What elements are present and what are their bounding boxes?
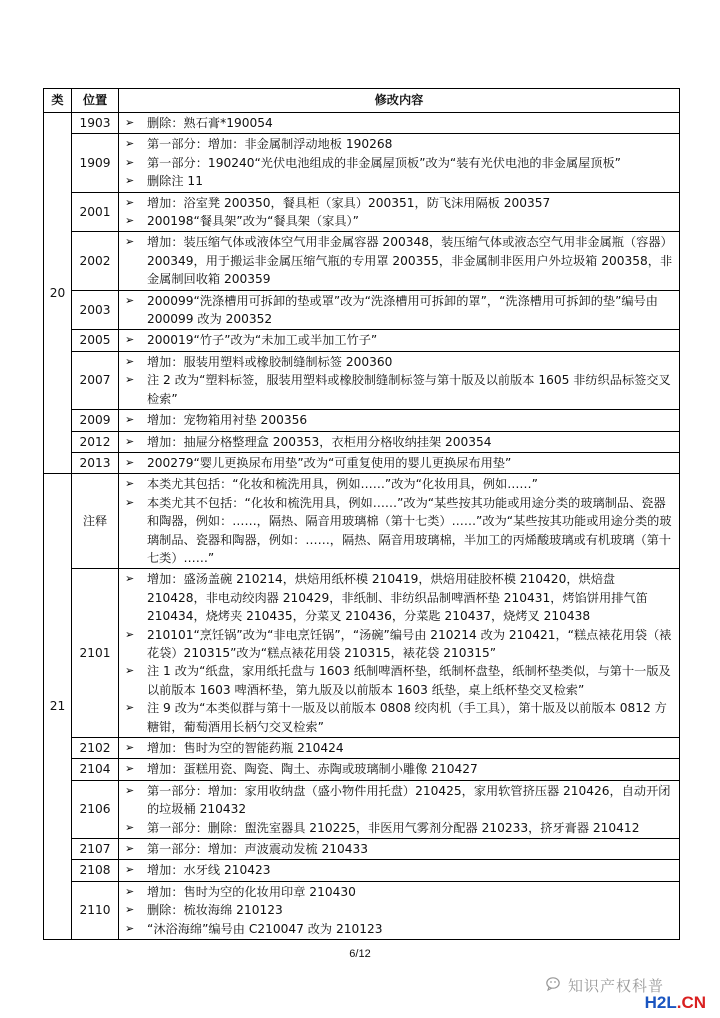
bullet-arrow-icon: ➢ xyxy=(125,434,135,448)
content-cell xyxy=(119,759,680,780)
table-row xyxy=(44,569,680,738)
table-header-row xyxy=(44,89,680,113)
content-cell xyxy=(119,839,680,860)
item-text: 增加：蛋糕用瓷、陶瓷、陶土、赤陶或玻璃制小雕像 210427 xyxy=(147,762,478,777)
page-number: 6/12 xyxy=(349,948,371,960)
list-item xyxy=(125,233,673,288)
content-cell xyxy=(119,452,680,473)
item-text: 200279“婴儿更换尿布用垫”改为“可重复使用的婴儿更换尿布用垫” xyxy=(147,455,512,470)
item-text: 删除：熟石膏*190054 xyxy=(147,116,273,130)
position-cell: 2106 xyxy=(72,780,119,838)
item-text: 第一部分：190240“光伏电池组成的非金属屋顶板”改为“装有光伏电池的非金属屋顶板” xyxy=(147,155,621,170)
content-cell xyxy=(119,290,680,330)
content-cell xyxy=(119,192,680,232)
table-row xyxy=(44,410,680,431)
bullet-arrow-icon: ➢ xyxy=(125,373,135,387)
content-cell xyxy=(119,232,680,290)
table-row xyxy=(44,452,680,473)
bullet-arrow-icon: ➢ xyxy=(125,235,135,249)
item-text: 第一部分：增加：家用收纳盘（盛小物件用托盘）210425，家用软管挤压器 210426，自动开闭的垃圾桶 210432 xyxy=(147,783,671,817)
item-text: 200099“洗涤槽用可拆卸的垫或罩”改为“洗涤槽用可拆卸的罩”，“洗涤槽用可拆卸的垫”编号由 200099 改为 200352 xyxy=(147,293,658,327)
position-cell: 2102 xyxy=(72,738,119,759)
item-text: 增加：盛汤盖碗 210214，烘焙用纸杯模 210419，烘焙用硅胶杯模 210420，烘焙盘 210428，非电动绞肉器 210429，非纸制、非纺织品制啤酒杯垫 210431，烤馅饼用排气笛 210434，烧烤夹 210435，分菜叉 210436，分菜匙 210437，烧烤叉 210438 xyxy=(147,572,648,624)
bullet-arrow-icon: ➢ xyxy=(125,155,135,169)
class-cell: 20 xyxy=(44,113,72,474)
table-row xyxy=(44,351,680,409)
content-cell xyxy=(119,881,680,939)
table-row xyxy=(44,330,680,351)
item-text: 注 1 改为“纸盘，家用纸托盘与 1603 纸制啤酒杯垫，纸制杯盘垫，纸制杯垫类似，与第十一版及以前版本 1603 啤酒杯垫，第九版及以前版本 1603 纸垫，桌上纸杯垫交叉检索” xyxy=(147,664,671,697)
bullet-arrow-icon: ➢ xyxy=(125,293,135,307)
bullet-arrow-icon: ➢ xyxy=(125,783,135,797)
item-text: 增加：浴室凳 200350，餐具柜（家具）200351，防飞沫用隔板 200357 xyxy=(147,195,551,210)
list-item xyxy=(125,883,673,901)
list-item xyxy=(125,901,673,919)
item-text: 增加：宠物箱用衬垫 200356 xyxy=(147,413,308,428)
bullet-arrow-icon: ➢ xyxy=(125,495,135,509)
table-row xyxy=(44,192,680,232)
position-cell: 2002 xyxy=(72,232,119,290)
item-text: 第一部分：增加：非金属制浮动地板 190268 xyxy=(147,137,393,152)
list-item xyxy=(125,114,673,132)
list-item xyxy=(125,371,673,408)
bullet-arrow-icon: ➢ xyxy=(125,195,135,209)
table-row xyxy=(44,780,680,838)
bullet-arrow-icon: ➢ xyxy=(125,137,135,151)
table-row xyxy=(44,881,680,939)
content-cell xyxy=(119,134,680,192)
wechat-icon xyxy=(546,976,564,992)
list-item xyxy=(125,154,673,172)
item-text: 增加：售时为空的化妆用印章 210430 xyxy=(147,884,356,899)
table-row xyxy=(44,738,680,759)
item-text: 200198“餐具架”改为“餐具架（家具）” xyxy=(147,214,359,229)
header-position: 位置 xyxy=(72,89,119,113)
position-cell: 2013 xyxy=(72,452,119,473)
position-cell: 2101 xyxy=(72,569,119,738)
bullet-arrow-icon: ➢ xyxy=(125,572,135,586)
list-item xyxy=(125,861,673,879)
header-content: 修改内容 xyxy=(119,89,680,113)
item-text: 注 9 改为“本类似群与第十一版及以前版本 0808 绞肉机（手工具），第十版及以前版本 0812 方糖钳，葡萄酒用长柄勺交叉检索” xyxy=(147,701,667,734)
position-cell: 2005 xyxy=(72,330,119,351)
position-cell: 2007 xyxy=(72,351,119,409)
position-cell: 1909 xyxy=(72,134,119,192)
content-cell xyxy=(119,113,680,134)
table-row xyxy=(44,134,680,192)
item-text: 注 2 改为“塑料标签，服装用塑料或橡胶制缝制标签与第十版及以前版本 1605 非纺织品标签交叉检索” xyxy=(147,373,671,406)
item-text: 增加：装压缩气体或液体空气用非金属容器 200348，装压缩气体或液态空气用非金属瓶（容器）200349，用于搬运非金属压缩气瓶的专用罩 200355，非金属制非医用户外垃圾箱 200358，非金属制回收箱 200359 xyxy=(147,235,673,287)
position-cell: 2009 xyxy=(72,410,119,431)
list-item xyxy=(125,454,673,472)
list-item xyxy=(125,135,673,153)
position-cell: 2003 xyxy=(72,290,119,330)
bullet-arrow-icon: ➢ xyxy=(125,664,135,678)
table-body xyxy=(44,113,680,940)
list-item xyxy=(125,172,673,190)
content-cell xyxy=(119,474,680,569)
item-text: 200019“竹子”改为“未加工或半加工竹子” xyxy=(147,333,378,348)
h2l-logo xyxy=(645,993,706,1013)
modification-table xyxy=(43,88,680,940)
list-item xyxy=(125,353,673,371)
position-cell: 2104 xyxy=(72,759,119,780)
logo-suffix: .CN xyxy=(676,993,706,1012)
bullet-arrow-icon: ➢ xyxy=(125,863,135,877)
position-cell: 2108 xyxy=(72,860,119,881)
item-text: 增加：服装用塑料或橡胶制缝制标签 200360 xyxy=(147,354,393,369)
item-text: 第一部分：增加：声波震动发梳 210433 xyxy=(147,842,369,857)
table-row xyxy=(44,290,680,330)
list-item xyxy=(125,626,673,663)
position-cell: 2012 xyxy=(72,431,119,452)
table-row xyxy=(44,431,680,452)
list-item xyxy=(125,819,673,837)
table-row xyxy=(44,860,680,881)
bullet-arrow-icon: ➢ xyxy=(125,762,135,776)
list-item xyxy=(125,494,673,568)
table-row xyxy=(44,474,680,569)
item-text: 增加：抽屉分格整理盒 200353，衣柜用分格收纳挂架 200354 xyxy=(147,434,492,449)
item-text: 删除：梳妆海绵 210123 xyxy=(147,903,283,918)
watermark xyxy=(546,973,706,1013)
class-cell: 21 xyxy=(44,474,72,940)
position-cell: 2001 xyxy=(72,192,119,232)
bullet-arrow-icon: ➢ xyxy=(125,884,135,898)
position-cell: 2110 xyxy=(72,881,119,939)
bullet-arrow-icon: ➢ xyxy=(125,741,135,754)
bullet-arrow-icon: ➢ xyxy=(125,627,135,641)
table-row xyxy=(44,232,680,290)
bullet-arrow-icon: ➢ xyxy=(125,455,135,469)
item-text: 本类尤其不包括：“化妆和梳洗用具，例如……”改为“某些按其功能或用途分类的玻璃制品、瓷器和陶器，例如：……，隔热、隔音用玻璃棉（第十七类）……”改为“某些按其功能或用途分类的玻璃制品、瓷器和陶器，例如：……，隔热、隔音用玻璃棉，半加工的丙烯酸玻璃或有机玻璃（第十七类）……” xyxy=(147,495,672,565)
header-class: 类 xyxy=(44,89,72,113)
list-item xyxy=(125,212,673,230)
bullet-arrow-icon: ➢ xyxy=(125,354,135,368)
watermark-channel-text: 知识产权科普 xyxy=(568,977,665,995)
bullet-arrow-icon: ➢ xyxy=(125,477,135,491)
content-cell xyxy=(119,738,680,759)
content-cell xyxy=(119,410,680,431)
content-cell xyxy=(119,431,680,452)
bullet-arrow-icon: ➢ xyxy=(125,903,135,917)
item-text: 本类尤其包括：“化妆和梳洗用具，例如……”改为“化妆用具，例如……” xyxy=(147,477,538,492)
list-item xyxy=(125,475,673,493)
item-text: 增加：水牙线 210423 xyxy=(147,863,271,878)
list-item xyxy=(125,570,673,625)
position-cell: 注释 xyxy=(72,474,119,569)
table-row xyxy=(44,839,680,860)
list-item xyxy=(125,699,673,736)
list-item xyxy=(125,292,673,329)
bullet-arrow-icon: ➢ xyxy=(125,921,135,935)
list-item xyxy=(125,920,673,938)
item-text: 删除注 11 xyxy=(147,174,203,189)
logo-main: H2L xyxy=(644,993,677,1012)
bullet-arrow-icon: ➢ xyxy=(125,214,135,228)
table-row xyxy=(44,759,680,780)
bullet-arrow-icon: ➢ xyxy=(125,820,135,834)
item-text: 第一部分：删除：盥洗室器具 210225，非医用气雾剂分配器 210233，挤牙膏器 210412 xyxy=(147,820,640,835)
list-item xyxy=(125,411,673,429)
content-cell xyxy=(119,780,680,838)
bullet-arrow-icon: ➢ xyxy=(125,413,135,427)
content-cell xyxy=(119,569,680,738)
item-text: 增加：售时为空的智能药瓶 210424 xyxy=(147,741,344,755)
content-cell xyxy=(119,330,680,351)
bullet-arrow-icon: ➢ xyxy=(125,701,135,715)
list-item xyxy=(125,739,673,757)
list-item xyxy=(125,662,673,699)
bullet-arrow-icon: ➢ xyxy=(125,333,135,347)
bullet-arrow-icon: ➢ xyxy=(125,116,135,129)
item-text: “沐浴海绵”编号由 C210047 改为 210123 xyxy=(147,921,383,936)
position-cell: 1903 xyxy=(72,113,119,134)
list-item xyxy=(125,331,673,349)
content-cell xyxy=(119,860,680,881)
content-cell xyxy=(119,351,680,409)
list-item xyxy=(125,194,673,212)
table-row xyxy=(44,113,680,134)
list-item xyxy=(125,760,673,778)
list-item xyxy=(125,782,673,819)
bullet-arrow-icon: ➢ xyxy=(125,842,135,856)
item-text: 210101“烹饪锅”改为“非电烹饪锅”，“汤碗”编号由 210214 改为 210421，“糕点裱花用袋（裱花袋）210315”改为“糕点裱花用袋 210315，裱花袋 210315” xyxy=(147,627,672,660)
bullet-arrow-icon: ➢ xyxy=(125,174,135,188)
position-cell: 2107 xyxy=(72,839,119,860)
list-item xyxy=(125,433,673,451)
list-item xyxy=(125,840,673,858)
